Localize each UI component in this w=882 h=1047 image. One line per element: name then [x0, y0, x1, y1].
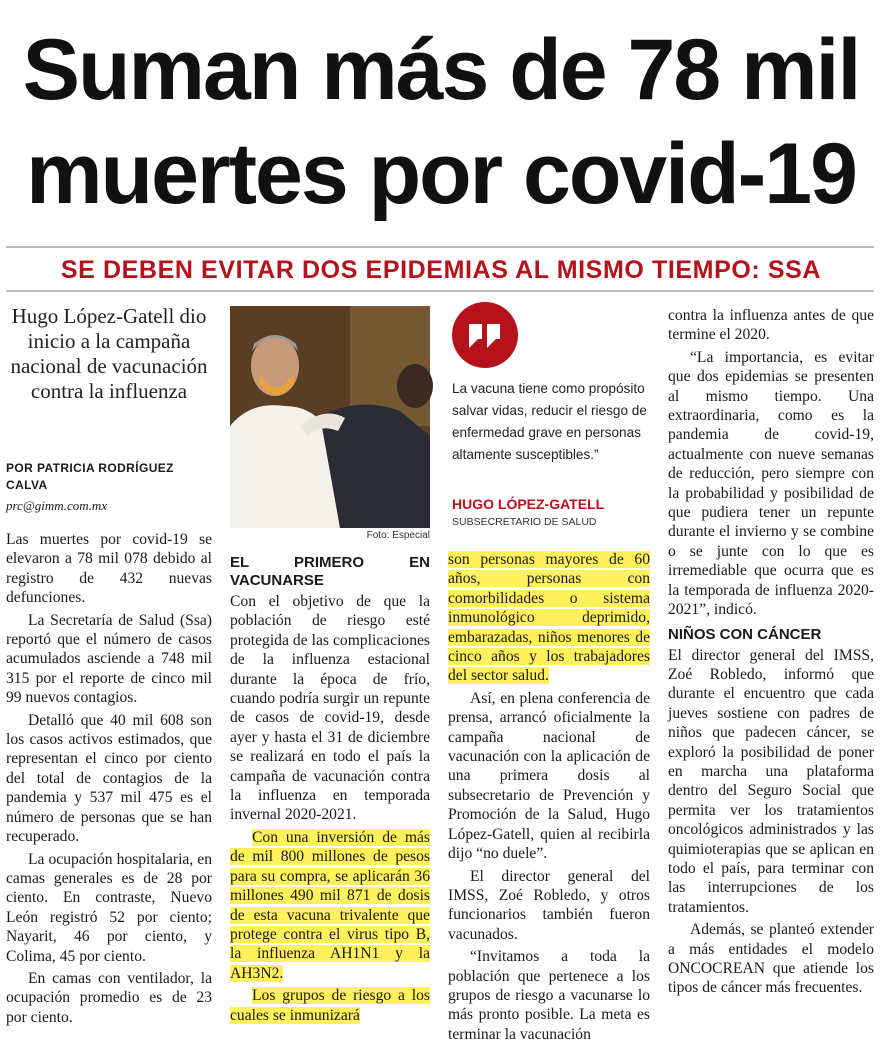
paragraph: [230, 986, 430, 1025]
paragraph: En camas con ventilador, la ocupación promedio es de 23 por ciento.: [6, 969, 212, 1026]
pull-quote-text: La vacuna tiene como propósito salvar vidas, reducir el riesgo de enfermedad grave en personas altamente susceptibles.”: [452, 381, 647, 462]
column-2: [230, 548, 430, 1028]
headline: [0, 18, 882, 226]
author-email[interactable]: prc@gimm.com.mx: [6, 498, 108, 513]
paragraph: Con el objetivo de que la población de riesgo esté protegida de las complicaciones de la influenza estacional durante la época de frío, cuando podría surgir un repunte de casos de covid-19, desde ayer y hasta el 31 de diciembre se realizará en todo el país la campaña de vacunación contra la influenza en temporada invernal 2020-2021.: [230, 593, 430, 824]
photo-credit: Foto: Especial: [366, 530, 430, 541]
paragraph: La Secretaría de Salud (Ssa) reportó que el número de casos acumulados asciende a 748 mil 315 por el reporte de cinco mil 99 nuevos contagios.: [6, 611, 212, 707]
quote-icon: [452, 302, 518, 368]
section-title: EL PRIMERO EN VACUNARSE: [230, 554, 430, 589]
headline-line-1: Suman más de 78 mil: [22, 22, 860, 118]
column-4: [668, 306, 874, 1001]
byline: POR PATRICIA RODRÍGUEZ CALVA: [6, 461, 174, 492]
highlighted-text: son personas mayores de 60 años, personas con comorbilidades o sistema inmunológico deprimido, embarazadas, niños menores de cinco años y los trabajadores del sector salud.: [448, 551, 650, 685]
section-title: NIÑOS CON CÁNCER: [668, 625, 822, 643]
pull-quote-author: HUGO LÓPEZ-GATELL: [452, 496, 605, 512]
highlighted-text: Los grupos de riesgo a los cuales se inmunizará: [230, 987, 430, 1024]
column-1: [6, 530, 212, 1030]
vaccination-photo-illustration: [230, 306, 430, 528]
paragraph: Así, en plena conferencia de prensa, arrancó oficialmente la campaña nacional de vacunación con la aplicación de una primera dosis al subsecretario de Prevención y Promoción de la Salud, Hugo López-Gatell, quien al recibirla dijo “no duele”.: [448, 689, 650, 863]
paragraph: “La importancia, es evitar que dos epidemias se presenten al mismo tiempo. Una extraordinaria, como es la pandemia de covid-19, actualmente con nueve semanas de reducción, pero siempre con la probabilidad y posibilidad de que pudiera tener un repunte durante el invierno y se combine o se junte con lo que es irremediable que ocurra que es la temporada de influenza 2020-2021”, indicó.: [668, 348, 874, 619]
paragraph: Las muertes por covid-19 se elevaron a 78 mil 078 debido al registro de 432 nuevas defunciones.: [6, 531, 212, 607]
column-3: [448, 550, 650, 1047]
paragraph: El director general del IMSS, Zoé Robledo, y otros funcionarios también fueron vacunados.: [448, 867, 650, 943]
paragraph: El director general del IMSS, Zoé Robledo, informó que durante el encuentro que cada jueves sostiene con padres de niños que padecen cáncer, se exploró la posibilidad de poner en marcha una plataforma dentro del Seguro Social que permita ver los tratamientos oncológicos administrados y las quimioterapias que se aplican en todo el país, para terminar con las interrupciones de los tratamientos.: [668, 646, 874, 916]
highlighted-text: Con una inversión de más de mil 800 millones de pesos para su compra, se aplicarán 36 millones 490 mil 871 de dosis de esta vacuna trivalente que protege contra el virus tipo B, la influenza AH1N1 y la AH3N2.: [230, 828, 430, 982]
paragraph: “Invitamos a toda la población que pertenece a los grupos de riesgo a vacunarse lo más pronto posible. La meta es terminar la vacunación: [448, 948, 650, 1043]
article-photo: [230, 306, 430, 528]
paragraph: La ocupación hospitalaria, en camas generales es de 28 por ciento. En contraste, Nuevo León registró 52 por ciento; Nayarit, 46 por ciento, y Colima, 45 por ciento.: [6, 850, 212, 965]
paragraph: Detalló que 40 mil 608 son los casos activos estimados, que representan el cinco por ciento del total de contagios de la pandemia y 537 mil 475 es el número de personas que se han recuperado.: [6, 711, 212, 846]
top-rule: [6, 246, 874, 248]
paragraph: contra la influenza antes de que termine el 2020.: [668, 307, 874, 344]
paragraph: [230, 828, 430, 983]
headline-line-2: muertes por covid-19: [26, 126, 856, 222]
pull-quote-role: SUBSECRETARIO DE SALUD: [452, 516, 597, 528]
bottom-rule: [6, 290, 874, 292]
paragraph: Además, se planteó extender a más entidades el modelo ONCOCREAN que atiende los tipos de cáncer más frecuentes.: [668, 921, 874, 997]
subheadline: SE DEBEN EVITAR DOS EPIDEMIAS AL MISMO TIEMPO: SSA: [60, 256, 822, 284]
deck: Hugo López-Gatell dio inicio a la campaña nacional de vacunación contra la influenza: [10, 304, 208, 403]
paragraph: [448, 550, 650, 686]
